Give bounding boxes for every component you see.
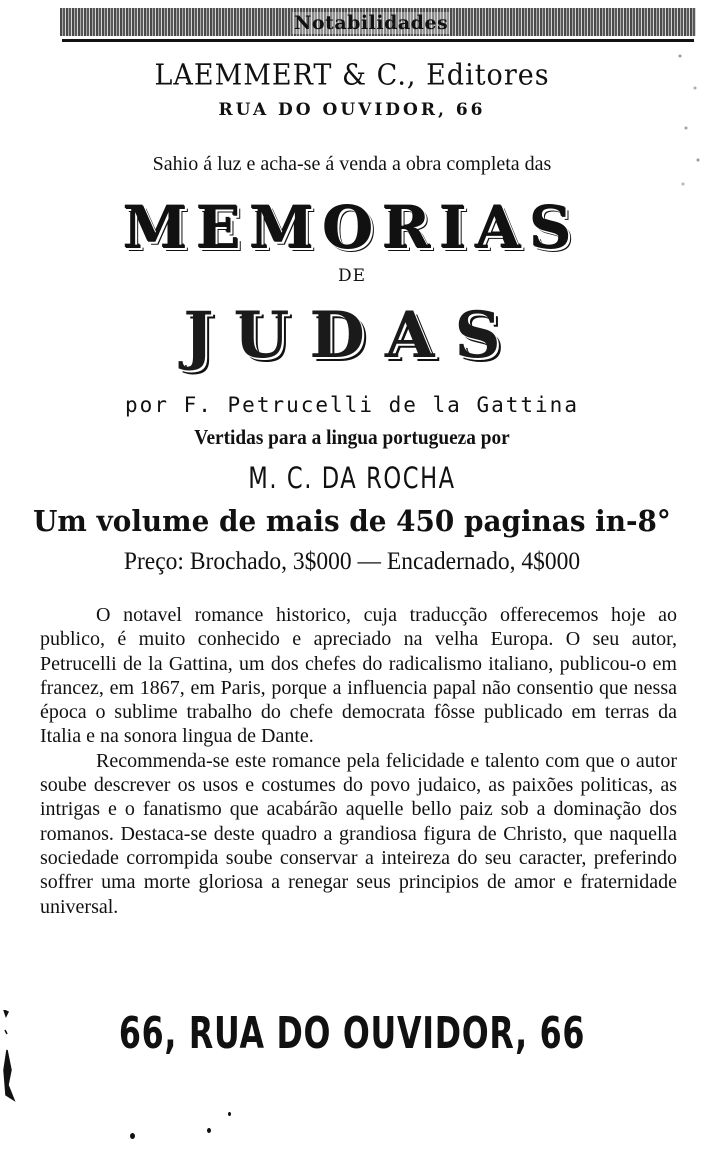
header-rule xyxy=(62,39,694,42)
publisher-name: LAEMMERT & C., Editores xyxy=(154,58,550,93)
author-line: por F. Petrucelli de la Gattina xyxy=(125,393,579,417)
price-line: Preço: Brochado, 3$000 — Encadernado, 4$000 xyxy=(123,548,581,575)
translated-line: Vertidas para a lingua portugueza por xyxy=(194,425,510,449)
running-head-label: Notabilidades xyxy=(294,12,449,34)
volume-line: Um volume de mais de 450 paginas in-8° xyxy=(33,504,671,538)
paragraph-2: Recommenda-se este romance pela felicidade e talento com que o autor soube descrever os usos e costumes do povo judaico, as paixões politicas, as intrigas e o fanatismo que acabárão aquelle bello paiz sob a dominação dos romanos. Destaca-se deste quadro a grandiosa figura de Christo, que naquella sociedade corrompida soube conservar a inteireza do seu caracter, preferindo soffrer uma morte gloriosa a renegar seus principios de amor e fraternidade universal. xyxy=(40,749,677,918)
footer-address: 66, RUA DO OUVIDOR, 66 xyxy=(118,1008,586,1059)
description-body xyxy=(40,603,677,919)
title-memorias: MEMORIAS xyxy=(123,194,581,262)
publisher-address: RUA DO OUVIDOR, 66 xyxy=(218,100,486,120)
ink-speck xyxy=(228,1112,231,1116)
translator-name: M. C. DA ROCHA xyxy=(248,461,456,495)
intro-line: Sahio á luz e acha-se á venda a obra completa das xyxy=(152,153,552,175)
ink-speck xyxy=(130,1133,135,1139)
paragraph-1: O notavel romance historico, cuja traducção offerecemos hoje ao publico, é muito conhecido e apreciado na velha Europa. O seu autor, Petrucelli de la Gattina, um dos chefes do radicalismo italiano, publicou-o em francez, em 1867, em Paris, porque a influencia papal não consentio que nessa época o sublime trabalho do chefe democrata fôsse publicado em terras da Italia e na sonora lingua de Dante. xyxy=(40,604,677,748)
title-judas: JUDAS xyxy=(183,298,521,373)
edge-mark xyxy=(2,1010,18,1105)
title-de: DE xyxy=(337,266,367,286)
ink-speck xyxy=(207,1128,211,1133)
